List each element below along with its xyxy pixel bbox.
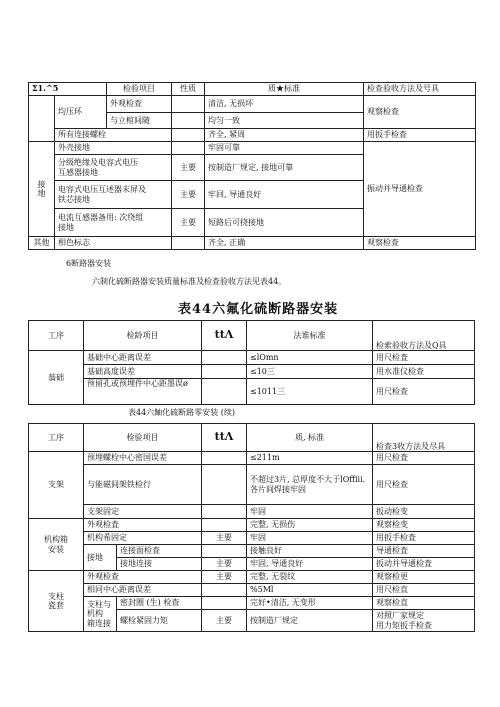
cell: 支架固定	[84, 505, 202, 519]
header-method: 检查验收方法及号具	[364, 83, 476, 96]
cell: 完整, 无裂纹	[247, 571, 373, 584]
header-process: 工序	[29, 321, 84, 351]
cell: 外观检查	[84, 571, 202, 584]
cell: 振动并导通检查	[364, 142, 476, 237]
cell: 齐全, 紧周	[205, 129, 364, 142]
header-nature: 性质	[172, 83, 205, 96]
cell: 牢固	[247, 532, 373, 545]
cell: 完整, 无损伤	[247, 519, 373, 532]
cell: 主要	[172, 181, 205, 209]
cell: 均匀一致	[205, 113, 364, 129]
table-44-title: 表44六氟化硫断路器安装	[178, 302, 339, 317]
cell: 按制造厂规定	[247, 610, 373, 632]
cell: 接触良好	[247, 545, 373, 558]
cell: 扳动并导通检査	[373, 558, 475, 571]
cell: 连接面检查	[117, 545, 202, 558]
cell: 基础中心距离误差	[84, 351, 202, 365]
cell: 用扳手检查	[364, 129, 476, 142]
cell: 观察检直	[373, 597, 475, 610]
cell: 牢固, 导通良好	[247, 558, 373, 571]
cell: 与立棺间随	[107, 113, 172, 129]
cell: ≤10三	[247, 365, 373, 379]
header-nature: ttΛ	[202, 321, 247, 351]
cell: 其他	[29, 237, 55, 250]
cell: 清洁, 无损坏	[205, 96, 364, 113]
group-grounding: 接 地	[29, 142, 55, 237]
header-item: 检龄项目	[84, 321, 202, 351]
group-bracket: 支架	[29, 452, 84, 519]
cell: 基础高度误差	[84, 365, 202, 379]
cell: 用尺检直	[373, 584, 475, 597]
section-heading: 6断路器安装	[66, 259, 112, 268]
cell: 导通检査	[373, 545, 475, 558]
cell: 螺栓紧固力矩	[117, 610, 202, 632]
cell: ≤1011三	[247, 379, 373, 405]
cell: 预留孔或预埋件中心距墨误ø	[84, 379, 202, 405]
header-process: 工序	[29, 424, 84, 452]
cell: 观察检更	[373, 571, 475, 584]
header-item: 检验项目	[84, 424, 202, 452]
cell: 主要	[202, 571, 247, 584]
cell: 按制造厂规定, 接地可靠	[205, 155, 364, 181]
header-method: 检查3收方法及尽具	[373, 424, 475, 452]
group-mechanism-box: 机构箱 安装	[29, 519, 84, 571]
cell: 机构希固定	[84, 532, 202, 545]
cell: 外观检査	[84, 519, 202, 532]
cell: 用扳手检査	[373, 532, 475, 545]
header-method: 检索验收方法及Q具	[373, 321, 475, 351]
cell: 预埋螺栓中心密国误差	[84, 452, 202, 465]
cell: 密封圈 (生) 检查	[117, 597, 202, 610]
cell: %5Ml	[247, 584, 373, 597]
header-nature: ttΛ	[202, 424, 247, 452]
cell: 不超过3片, 总厚度不大于lOffiii. 各片间焊接牢固	[247, 465, 373, 505]
cell: 牢回, 导通良好	[205, 181, 364, 209]
intro-paragraph: 六制化硫断路器安装质量标准及检查验收方法见表44。	[92, 277, 287, 286]
cell: 观察检查	[364, 96, 476, 129]
header-standard: 法谁标准	[247, 321, 373, 351]
cell: 完好•清洁, 无变形	[247, 597, 373, 610]
grounding-inspection-table	[28, 82, 476, 250]
cell: 用尺检查	[373, 379, 475, 405]
cell: 观察检变	[373, 519, 475, 532]
cell: 电流互感器备用: 次绕组 接地	[55, 209, 172, 237]
cell: ≤211m	[247, 452, 373, 465]
cell: 接地	[84, 545, 117, 571]
cell: 用水准仪检查	[373, 365, 475, 379]
header-standard: 质, 标准	[247, 424, 373, 452]
header-item: 检验项目	[107, 83, 172, 96]
cell: ≤lOmn	[247, 351, 373, 365]
group-post-insulator: 支柱 瓷套	[29, 571, 84, 632]
cell: 分级绝缘及电容式电压 互感器接地	[55, 155, 172, 181]
header-process: Σ1.^5	[29, 83, 107, 96]
cell: 相同中心距离误差	[84, 584, 202, 597]
sf6-breaker-table	[28, 320, 475, 405]
equalizing-ring: 均压环	[55, 96, 107, 129]
cell: 相色标志	[55, 237, 172, 250]
cell: 外壳接地	[55, 142, 172, 155]
cell: 主要	[172, 209, 205, 237]
cell: 外观检查	[107, 96, 172, 113]
cell: 主要	[202, 610, 247, 632]
cell: 与能磁间架铁检行	[84, 465, 202, 505]
cell: 主要	[202, 558, 247, 571]
cell: 用尺检査	[373, 351, 475, 365]
cell: 用尺检查	[373, 465, 475, 505]
cell: 对照厂家规定 用力矩扳手检查	[373, 610, 475, 632]
sf6-breaker-table-continued	[28, 423, 475, 632]
cell: 所有连接螺栓	[55, 129, 172, 142]
cell: 主要	[172, 155, 205, 181]
cell: 扳动检变	[373, 505, 475, 519]
cell: 牢固可靠	[205, 142, 364, 155]
header-standard: 质★标准	[205, 83, 364, 96]
continued-caption: 表44六鲉化硫断路零安装 (续)	[128, 408, 235, 417]
cell: 电容式电压互述器末屏及 铁芯接地	[55, 181, 172, 209]
cell: 齐全, 正确	[205, 237, 364, 250]
cell: 牢固	[247, 505, 373, 519]
group-foundation: 蓊础	[29, 351, 84, 405]
cell: 主要	[202, 532, 247, 545]
cell: 接地连接	[117, 558, 202, 571]
cell: 观察检查	[364, 237, 476, 250]
cell: 用尺检査	[373, 452, 475, 465]
cell: 支柱与机构 箱连接	[84, 597, 117, 632]
cell: 短路后可挠接地	[205, 209, 364, 237]
